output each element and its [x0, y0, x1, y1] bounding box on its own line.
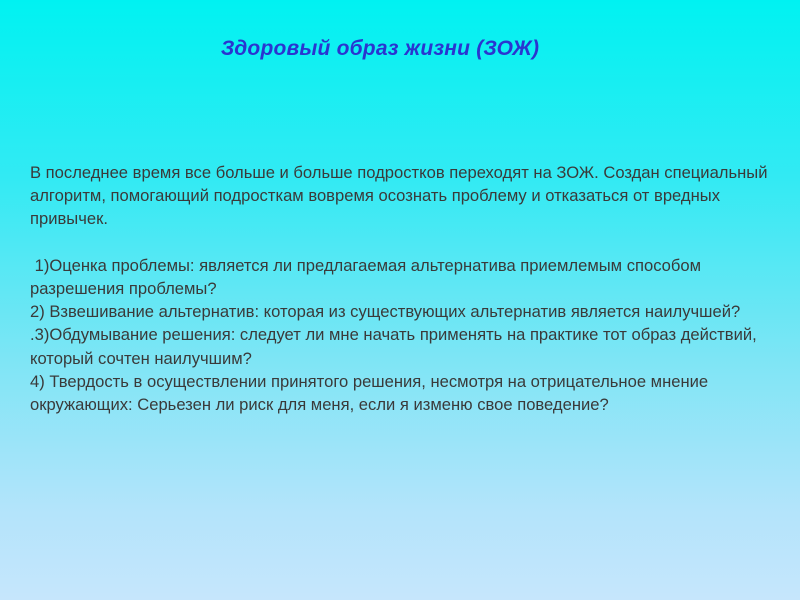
step-1: 1)Оценка проблемы: является ли предлагаемая альтернатива приемлемым способом разрешения проблемы? — [30, 255, 706, 298]
slide-body — [30, 161, 775, 416]
paragraph-spacer — [30, 231, 775, 254]
slide-title: Здоровый образ жизни (ЗОЖ) — [220, 37, 540, 60]
step-4: 4) Твердость в осуществлении принятого решения, несмотря на отрицательное мнение окружающих: Серьезен ли риск для меня, если я изменю свое поведение? — [30, 371, 709, 415]
step-3: .3)Обдумывание решения: следует ли мне начать применять на практике тот образ действий, который сочтен наилучшим? — [30, 325, 757, 368]
intro-paragraph: В последнее время все больше и больше подростков переходят на ЗОЖ. Создан специальный алгоритм, помогающий подросткам вовремя осознать проблему и отказаться от вредных привычек. — [30, 163, 768, 229]
step-2: 2) Взвешивание альтернатив: которая из существующих альтернатив является наилучшей? — [30, 302, 741, 322]
